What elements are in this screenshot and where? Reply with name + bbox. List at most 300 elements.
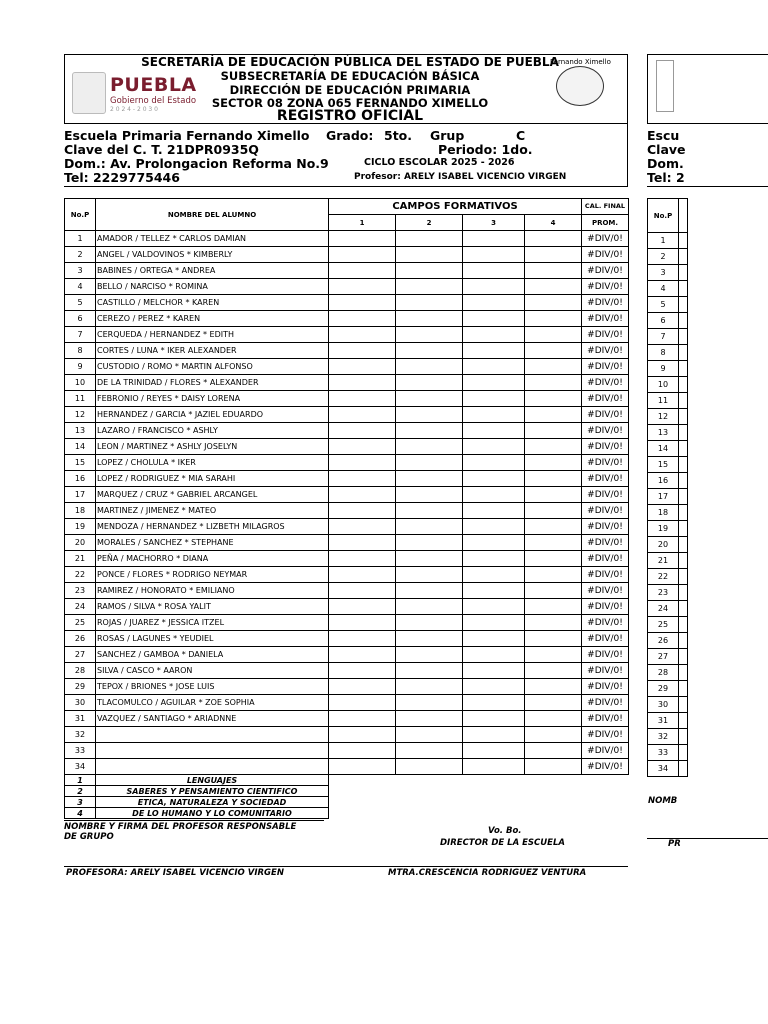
grade-cell[interactable] — [396, 327, 463, 343]
grade-cell[interactable] — [396, 423, 463, 439]
student-name: HERNANDEZ / GARCIA * JAZIEL EDUARDO — [96, 407, 329, 423]
grade-cell[interactable] — [396, 311, 463, 327]
right-table-row — [648, 249, 688, 265]
right-table-row — [648, 585, 688, 601]
right-row-number: 8 — [648, 345, 679, 361]
average-cell: #DIV/0! — [582, 711, 629, 727]
grade-cell[interactable] — [525, 359, 582, 375]
average-cell: #DIV/0! — [582, 727, 629, 743]
average-cell: #DIV/0! — [582, 455, 629, 471]
grade-cell[interactable] — [329, 679, 396, 695]
right-row-number: 12 — [648, 409, 679, 425]
grade-cell[interactable] — [329, 311, 396, 327]
grade-cell[interactable] — [329, 231, 396, 247]
grade-cell[interactable] — [396, 503, 463, 519]
table-row — [65, 247, 629, 263]
row-number: 31 — [65, 711, 96, 727]
grade-cell[interactable] — [463, 311, 525, 327]
grade-cell[interactable] — [525, 407, 582, 423]
grade-cell[interactable] — [463, 631, 525, 647]
grade-cell[interactable] — [463, 247, 525, 263]
average-cell: #DIV/0! — [582, 663, 629, 679]
right-escu: Escu — [647, 128, 680, 143]
grade-cell[interactable] — [329, 743, 396, 759]
table-row — [65, 615, 629, 631]
grade-cell[interactable] — [463, 743, 525, 759]
grade-cell[interactable] — [525, 295, 582, 311]
legend-label: SABERES Y PENSAMIENTO CIENTIFICO — [96, 786, 329, 797]
row-number: 23 — [65, 583, 96, 599]
grade-cell[interactable] — [329, 615, 396, 631]
grade-cell[interactable] — [463, 231, 525, 247]
average-cell: #DIV/0! — [582, 407, 629, 423]
grade-cell[interactable] — [463, 279, 525, 295]
grade-cell[interactable] — [463, 439, 525, 455]
grade-cell[interactable] — [525, 615, 582, 631]
grade-cell[interactable] — [329, 647, 396, 663]
grade-cell[interactable] — [525, 455, 582, 471]
row-number: 8 — [65, 343, 96, 359]
grade-cell[interactable] — [329, 471, 396, 487]
grade-cell[interactable] — [396, 679, 463, 695]
grade-cell[interactable] — [463, 727, 525, 743]
grade-cell[interactable] — [329, 727, 396, 743]
legend-row — [65, 797, 329, 808]
grade-cell[interactable] — [396, 439, 463, 455]
right-table-row — [648, 537, 688, 553]
grade-cell[interactable] — [396, 231, 463, 247]
right-table-row — [648, 345, 688, 361]
grade-cell[interactable] — [396, 263, 463, 279]
table-row — [65, 279, 629, 295]
average-cell: #DIV/0! — [582, 423, 629, 439]
grade-cell[interactable] — [396, 455, 463, 471]
right-row-number: 20 — [648, 537, 679, 553]
school-telefono: Tel: 2229775446 — [64, 170, 180, 185]
grade-cell[interactable] — [525, 583, 582, 599]
grade-cell[interactable] — [396, 247, 463, 263]
profesora-signature: PROFESORA: ARELY ISABEL VICENCIO VIRGEN — [66, 868, 284, 878]
right-table-row — [648, 681, 688, 697]
right-row-number: 9 — [648, 361, 679, 377]
grade-cell[interactable] — [329, 519, 396, 535]
grade-cell[interactable] — [463, 343, 525, 359]
right-table-row — [648, 697, 688, 713]
legend-number: 1 — [65, 775, 96, 786]
right-row-number: 19 — [648, 521, 679, 537]
right-table-row — [648, 409, 688, 425]
right-table-row — [648, 729, 688, 745]
right-table-row — [648, 281, 688, 297]
grade-cell[interactable] — [329, 487, 396, 503]
right-table-row — [648, 521, 688, 537]
grade-cell[interactable] — [525, 743, 582, 759]
row-number: 6 — [65, 311, 96, 327]
grade-cell[interactable] — [396, 535, 463, 551]
grade-cell[interactable] — [525, 247, 582, 263]
student-name: BELLO / NARCISO * ROMINA — [96, 279, 329, 295]
right-row-number: 21 — [648, 553, 679, 569]
row-number: 24 — [65, 599, 96, 615]
grade-cell[interactable] — [525, 679, 582, 695]
right-table-row — [648, 329, 688, 345]
grade-cell[interactable] — [525, 519, 582, 535]
row-number: 26 — [65, 631, 96, 647]
grade-cell[interactable] — [525, 391, 582, 407]
grade-cell[interactable] — [525, 471, 582, 487]
logo-top-text: Fernando Ximello — [550, 58, 611, 66]
grade-cell[interactable] — [525, 663, 582, 679]
grade-cell[interactable] — [396, 295, 463, 311]
header-line-2: SUBSECRETARÍA DE EDUCACIÓN BÁSICA — [220, 69, 480, 83]
right-row-number: 2 — [648, 249, 679, 265]
grade-cell[interactable] — [525, 343, 582, 359]
student-name: PONCE / FLORES * RODRIGO NEYMAR — [96, 567, 329, 583]
grade-cell[interactable] — [525, 727, 582, 743]
grade-cell[interactable] — [329, 711, 396, 727]
col-nop-header: No.P — [65, 199, 96, 231]
table-row — [65, 535, 629, 551]
table-row — [65, 583, 629, 599]
student-name: RAMIREZ / HONORATO * EMILIANO — [96, 583, 329, 599]
grade-cell[interactable] — [329, 455, 396, 471]
right-row-number: 24 — [648, 601, 679, 617]
row-number: 19 — [65, 519, 96, 535]
grade-cell[interactable] — [329, 359, 396, 375]
grupo-value: C — [516, 128, 526, 143]
right-table-row — [648, 713, 688, 729]
average-cell: #DIV/0! — [582, 391, 629, 407]
grade-cell[interactable] — [525, 263, 582, 279]
grade-cell[interactable] — [396, 519, 463, 535]
grade-cell[interactable] — [329, 247, 396, 263]
row-number: 1 — [65, 231, 96, 247]
mtra-signature: MTRA.CRESCENCIA RODRIGUEZ VENTURA — [388, 868, 587, 878]
grade-cell[interactable] — [329, 423, 396, 439]
grade-cell[interactable] — [525, 487, 582, 503]
right-row-number: 3 — [648, 265, 679, 281]
grade-cell[interactable] — [463, 407, 525, 423]
grade-cell[interactable] — [463, 663, 525, 679]
grade-cell[interactable] — [463, 503, 525, 519]
average-cell: #DIV/0! — [582, 679, 629, 695]
grade-cell[interactable] — [396, 631, 463, 647]
grade-cell[interactable] — [463, 551, 525, 567]
legend-number: 2 — [65, 786, 96, 797]
table-row — [65, 551, 629, 567]
legend-label: ETICA, NATURALEZA Y SOCIEDAD — [96, 797, 329, 808]
average-cell: #DIV/0! — [582, 247, 629, 263]
grade-cell[interactable] — [463, 327, 525, 343]
grade-cell[interactable] — [329, 503, 396, 519]
grade-cell[interactable] — [463, 599, 525, 615]
row-number: 9 — [65, 359, 96, 375]
grade-cell[interactable] — [463, 615, 525, 631]
average-cell: #DIV/0! — [582, 519, 629, 535]
grade-cell[interactable] — [463, 455, 525, 471]
grade-cell[interactable] — [329, 279, 396, 295]
student-name: VAZQUEZ / SANTIAGO * ARIADNNE — [96, 711, 329, 727]
page-title: REGISTRO OFICIAL — [276, 108, 424, 124]
right-table-row — [648, 393, 688, 409]
grade-cell[interactable] — [329, 599, 396, 615]
responsable-label-2: DE GRUPO — [64, 832, 114, 842]
grade-cell[interactable] — [329, 439, 396, 455]
director-label: DIRECTOR DE LA ESCUELA — [440, 838, 565, 848]
grade-cell[interactable] — [396, 759, 463, 775]
student-name: CUSTODIO / ROMO * MARTIN ALFONSO — [96, 359, 329, 375]
right-row-number: 1 — [648, 233, 679, 249]
grade-cell[interactable] — [329, 407, 396, 423]
grade-cell[interactable] — [525, 327, 582, 343]
average-cell: #DIV/0! — [582, 503, 629, 519]
vobo-label: Vo. Bo. — [488, 826, 522, 836]
student-name: MARTINEZ / JIMENEZ * MATEO — [96, 503, 329, 519]
table-row — [65, 311, 629, 327]
row-number: 13 — [65, 423, 96, 439]
right-table-row — [648, 489, 688, 505]
grade-cell[interactable] — [396, 407, 463, 423]
right-nop-header: No.P — [648, 199, 679, 233]
student-name: MARQUEZ / CRUZ * GABRIEL ARCANGEL — [96, 487, 329, 503]
grade-cell[interactable] — [525, 279, 582, 295]
grade-cell[interactable] — [396, 695, 463, 711]
average-cell: #DIV/0! — [582, 631, 629, 647]
grade-cell[interactable] — [463, 359, 525, 375]
grade-cell[interactable] — [463, 535, 525, 551]
legend-number: 3 — [65, 797, 96, 808]
right-row-number: 34 — [648, 761, 679, 777]
grade-cell[interactable] — [525, 631, 582, 647]
right-row-number: 15 — [648, 457, 679, 473]
right-table-row — [648, 505, 688, 521]
student-name — [96, 727, 329, 743]
student-name: CERQUEDA / HERNANDEZ * EDITH — [96, 327, 329, 343]
grade-cell[interactable] — [463, 471, 525, 487]
right-row-number: 28 — [648, 665, 679, 681]
average-cell: #DIV/0! — [582, 551, 629, 567]
average-cell: #DIV/0! — [582, 759, 629, 775]
grade-cell[interactable] — [329, 343, 396, 359]
grade-cell[interactable] — [525, 551, 582, 567]
grade-cell[interactable] — [463, 519, 525, 535]
logo-years-text: 2 0 2 4 - 2 0 3 0 — [110, 106, 158, 113]
grade-cell[interactable] — [329, 663, 396, 679]
grade-cell[interactable] — [463, 423, 525, 439]
grade-cell[interactable] — [463, 263, 525, 279]
grade-cell[interactable] — [525, 423, 582, 439]
grade-cell[interactable] — [396, 615, 463, 631]
student-name — [96, 759, 329, 775]
grade-cell[interactable] — [329, 327, 396, 343]
grade-cell[interactable] — [463, 647, 525, 663]
average-cell: #DIV/0! — [582, 375, 629, 391]
grade-cell[interactable] — [463, 759, 525, 775]
grade-cell[interactable] — [396, 727, 463, 743]
student-name: RAMOS / SILVA * ROSA YALIT — [96, 599, 329, 615]
grade-cell[interactable] — [329, 375, 396, 391]
grade-cell[interactable] — [525, 503, 582, 519]
grade-cell[interactable] — [396, 599, 463, 615]
table-row — [65, 295, 629, 311]
right-row-number: 23 — [648, 585, 679, 601]
grade-cell[interactable] — [329, 551, 396, 567]
grade-cell[interactable] — [329, 535, 396, 551]
student-name: SANCHEZ / GAMBOA * DANIELA — [96, 647, 329, 663]
grade-cell[interactable] — [525, 759, 582, 775]
average-cell: #DIV/0! — [582, 327, 629, 343]
right-table-row — [648, 553, 688, 569]
grade-cell[interactable] — [396, 487, 463, 503]
row-number: 20 — [65, 535, 96, 551]
row-number: 25 — [65, 615, 96, 631]
grade-cell[interactable] — [396, 711, 463, 727]
grade-cell[interactable] — [396, 471, 463, 487]
grade-cell[interactable] — [463, 679, 525, 695]
grade-cell[interactable] — [396, 647, 463, 663]
average-cell: #DIV/0! — [582, 343, 629, 359]
table-row — [65, 263, 629, 279]
legend-label: DE LO HUMANO Y LO COMUNITARIO — [96, 808, 329, 819]
average-cell: #DIV/0! — [582, 535, 629, 551]
grade-cell[interactable] — [396, 359, 463, 375]
right-table-row — [648, 361, 688, 377]
student-name: BABINES / ORTEGA * ANDREA — [96, 263, 329, 279]
row-number: 28 — [65, 663, 96, 679]
grade-cell[interactable] — [525, 711, 582, 727]
right-row-number: 31 — [648, 713, 679, 729]
grade-cell[interactable] — [463, 295, 525, 311]
right-row-number: 32 — [648, 729, 679, 745]
row-number: 21 — [65, 551, 96, 567]
legend-row — [65, 808, 329, 819]
grade-cell[interactable] — [396, 663, 463, 679]
row-number: 3 — [65, 263, 96, 279]
row-number: 5 — [65, 295, 96, 311]
grade-cell[interactable] — [396, 567, 463, 583]
grade-cell[interactable] — [463, 391, 525, 407]
grade-cell[interactable] — [525, 535, 582, 551]
grade-cell[interactable] — [329, 759, 396, 775]
table-row — [65, 423, 629, 439]
grade-cell[interactable] — [525, 695, 582, 711]
grade-cell[interactable] — [396, 279, 463, 295]
grade-cell[interactable] — [396, 551, 463, 567]
right-row-number: 14 — [648, 441, 679, 457]
grade-cell[interactable] — [525, 439, 582, 455]
average-cell: #DIV/0! — [582, 263, 629, 279]
student-name: ROJAS / JUAREZ * JESSICA ITZEL — [96, 615, 329, 631]
grade-cell[interactable] — [525, 375, 582, 391]
grade-cell[interactable] — [463, 487, 525, 503]
right-table-row — [648, 601, 688, 617]
responsable-label: NOMBRE Y FIRMA DEL PROFESOR RESPONSABLE — [64, 822, 297, 832]
legend-row — [65, 775, 329, 786]
logo-sub-text: Gobierno del Estado — [110, 96, 197, 106]
table-row — [65, 711, 629, 727]
student-name: TLACOMULCO / AGUILAR * ZOE SOPHIA — [96, 695, 329, 711]
grade-cell[interactable] — [396, 343, 463, 359]
grade-cell[interactable] — [329, 263, 396, 279]
row-number: 33 — [65, 743, 96, 759]
student-name: LOPEZ / RODRIGUEZ * MIA SARAHI — [96, 471, 329, 487]
student-name: ANGEL / VALDOVINOS * KIMBERLY — [96, 247, 329, 263]
grade-cell[interactable] — [525, 567, 582, 583]
right-row-number: 33 — [648, 745, 679, 761]
sub-col-2: 2 — [396, 215, 463, 231]
grade-cell[interactable] — [463, 567, 525, 583]
right-table-row — [648, 313, 688, 329]
grade-cell[interactable] — [329, 295, 396, 311]
grade-cell[interactable] — [525, 311, 582, 327]
table-row — [65, 599, 629, 615]
grade-cell[interactable] — [329, 631, 396, 647]
grade-cell[interactable] — [329, 391, 396, 407]
school-domicilio: Dom.: Av. Prolongacion Reforma No.9 — [64, 156, 329, 171]
grade-cell[interactable] — [463, 375, 525, 391]
grade-cell[interactable] — [463, 583, 525, 599]
grade-cell[interactable] — [396, 583, 463, 599]
grade-cell[interactable] — [396, 391, 463, 407]
right-logo-fragment — [656, 60, 674, 112]
average-cell: #DIV/0! — [582, 487, 629, 503]
grade-cell[interactable] — [329, 695, 396, 711]
row-number: 34 — [65, 759, 96, 775]
average-cell: #DIV/0! — [582, 279, 629, 295]
grade-cell[interactable] — [525, 647, 582, 663]
right-row-number: 17 — [648, 489, 679, 505]
grade-cell[interactable] — [525, 231, 582, 247]
average-cell: #DIV/0! — [582, 695, 629, 711]
grade-cell[interactable] — [463, 711, 525, 727]
student-name: LEON / MARTINEZ * ASHLY JOSELYN — [96, 439, 329, 455]
grade-cell[interactable] — [396, 375, 463, 391]
right-row-number: 25 — [648, 617, 679, 633]
ciclo-escolar: CICLO ESCOLAR 2025 - 2026 — [364, 157, 515, 168]
right-row-number: 4 — [648, 281, 679, 297]
grade-cell[interactable] — [396, 743, 463, 759]
grade-cell[interactable] — [329, 583, 396, 599]
student-name: CORTES / LUNA * IKER ALEXANDER — [96, 343, 329, 359]
grade-cell[interactable] — [329, 567, 396, 583]
table-row — [65, 343, 629, 359]
legend-table — [64, 774, 329, 819]
average-cell: #DIV/0! — [582, 599, 629, 615]
grade-cell[interactable] — [463, 695, 525, 711]
student-name: PEÑA / MACHORRO * DIANA — [96, 551, 329, 567]
grade-cell[interactable] — [525, 599, 582, 615]
logo-main-text: PUEBLA — [110, 74, 197, 96]
right-grades-fragment — [647, 198, 688, 777]
row-number: 2 — [65, 247, 96, 263]
table-row — [65, 439, 629, 455]
right-row-number: 18 — [648, 505, 679, 521]
grupo-label: Grup — [430, 128, 465, 143]
average-cell: #DIV/0! — [582, 439, 629, 455]
right-pr: PR — [668, 839, 681, 849]
legend-row — [65, 786, 329, 797]
average-cell: #DIV/0! — [582, 231, 629, 247]
periodo: Periodo: 1do. — [438, 142, 533, 157]
student-name: CASTILLO / MELCHOR * KAREN — [96, 295, 329, 311]
right-table-row — [648, 441, 688, 457]
right-table-row — [648, 633, 688, 649]
student-name — [96, 743, 329, 759]
school-clave: Clave del C. T. 21DPR0935Q — [64, 142, 259, 157]
right-row-number: 16 — [648, 473, 679, 489]
right-dom: Dom. — [647, 156, 684, 171]
school-name: Escuela Primaria Fernando Ximello — [64, 128, 310, 143]
